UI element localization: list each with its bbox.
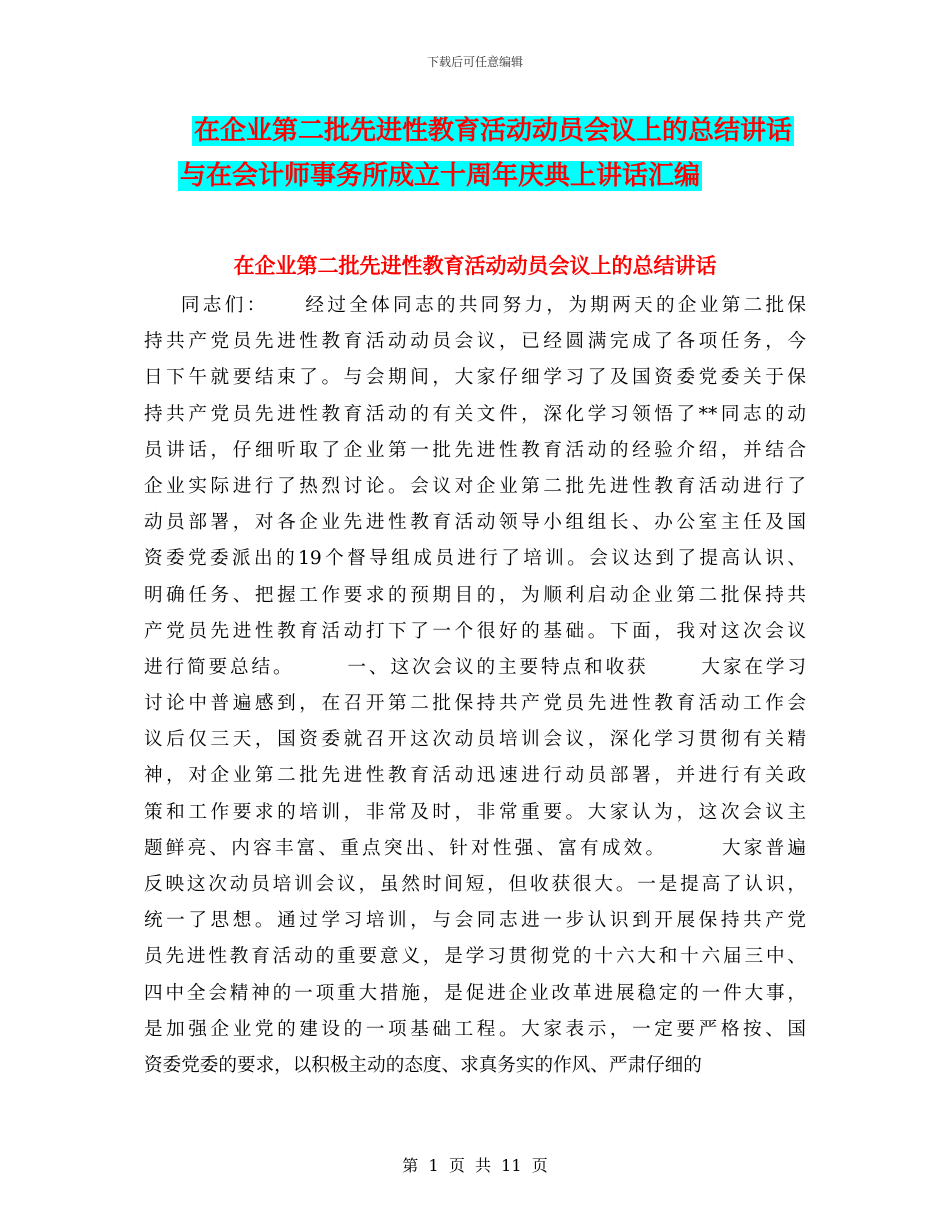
- body-line: 进行简要总结。 一、这次会议的主要特点和收获 大家在学习: [144, 656, 806, 678]
- page-number-footer: 第 1 页 共 11 页: [402, 1156, 548, 1175]
- body-line: 企业实际进行了热烈讨论。会议对企业第二批先进性教育活动进行了: [144, 475, 806, 497]
- body-line: 动员部署，对各企业先进性教育活动领导小组组长、办公室主任及国: [144, 512, 806, 534]
- body-line: 反映这次动员培训会议，虽然时间短，但收获很大。一是提高了认识，: [144, 874, 806, 895]
- body-line: 持共产党员先进性教育活动动员会议，已经圆满完成了各项任务，今: [144, 331, 806, 353]
- body-line: 讨论中普遍感到，在召开第二批保持共产党员先进性教育活动工作会: [144, 693, 806, 715]
- main-title-line-2: [0, 159, 950, 193]
- body-line: 统一了思想。通过学习培训，与会同志进一步认识到开展保持共产党: [144, 910, 806, 932]
- body-line: 策和工作要求的培训，非常及时，非常重要。大家认为，这次会议主: [144, 801, 806, 823]
- section-title: 在企业第二批先进性教育活动动员会议上的总结讲话: [233, 254, 717, 278]
- body-line: 题鲜亮、内容丰富、重点突出、针对性强、富有成效。 大家普遍: [144, 837, 806, 859]
- body-text: [144, 288, 806, 1084]
- body-line: 资委党委派出的19个督导组成员进行了培训。会议达到了提高认识、: [144, 548, 806, 570]
- main-title-line-2-text: 与在会计师事务所成立十周年庆典上讲话汇编: [180, 161, 701, 191]
- body-line: 员讲话，仔细听取了企业第一批先进性教育活动的经验介绍，并结合: [144, 439, 806, 461]
- body-line: 神，对企业第二批先进性教育活动迅速进行动员部署，并进行有关政: [144, 765, 806, 787]
- main-title-line-1-text: 在企业第二批先进性教育活动动员会议上的总结讲话: [194, 116, 793, 146]
- body-line: 议后仅三天，国资委就召开这次动员培训会议，深化学习贯彻有关精: [144, 729, 806, 751]
- body-line: 员先进性教育活动的重要意义，是学习贯彻党的十六大和十六届三中、: [144, 946, 806, 968]
- body-line: 四中全会精神的一项重大措施，是促进企业改革进展稳定的一件大事，: [144, 982, 806, 1004]
- body-line: 明确任务、把握工作要求的预期目的，为顺利启动企业第二批保持共: [144, 584, 806, 606]
- body-line: 是加强企业党的建设的一项基础工程。大家表示，一定要严格按、国: [144, 1018, 806, 1040]
- body-line: 同志们： 经过全体同志的共同努力，为期两天的企业第二批保: [144, 295, 806, 316]
- body-line: 资委党委的要求，以积极主动的态度、求真务实的作风、严肃仔细的: [144, 1054, 702, 1076]
- body-line: 产党员先进性教育活动打下了一个很好的基础。下面，我对这次会议: [144, 620, 806, 642]
- body-line: 日下午就要结束了。与会期间，大家仔细学习了及国资委党委关于保: [144, 367, 806, 389]
- body-line: 持共产党员先进性教育活动的有关文件，深化学习领悟了**同志的动: [144, 403, 806, 425]
- header-note: 下载后可任意编辑: [426, 55, 523, 69]
- main-title-line-1: [0, 114, 950, 148]
